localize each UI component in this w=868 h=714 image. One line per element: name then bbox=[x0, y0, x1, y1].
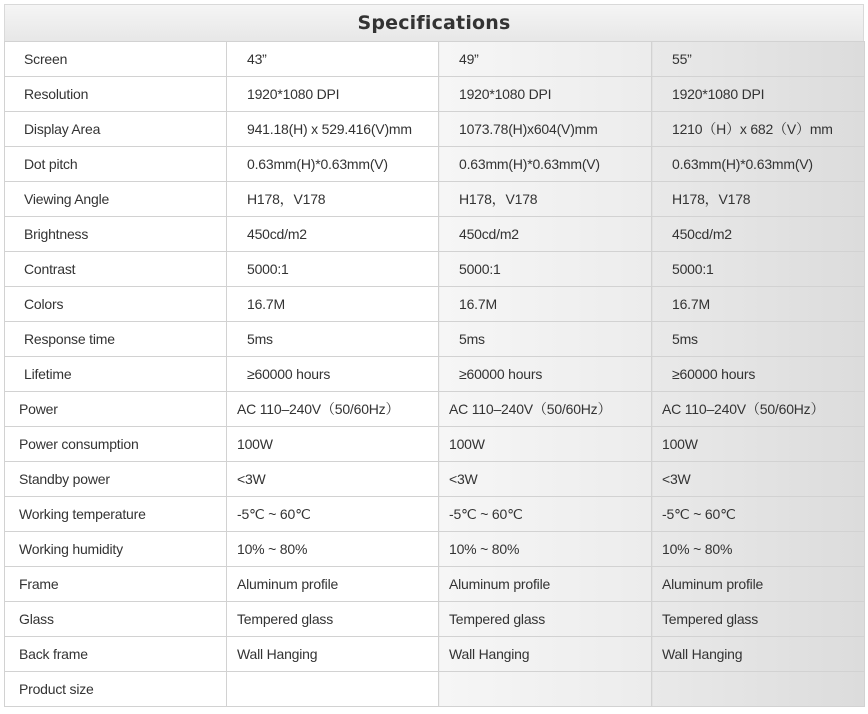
row-value-49: 16.7M bbox=[439, 287, 652, 322]
row-label: Colors bbox=[5, 287, 227, 322]
row-value-55: 5000:1 bbox=[652, 252, 865, 287]
row-value-55: 1920*1080 DPI bbox=[652, 77, 865, 112]
row-value-43: -5℃ ~ 60℃ bbox=[227, 497, 439, 532]
row-value-43: 43” bbox=[227, 42, 439, 77]
row-value-55: AC 110–240V（50/60Hz） bbox=[652, 392, 865, 427]
row-value-55: 1210（H）x 682（V）mm bbox=[652, 112, 865, 147]
specifications-table bbox=[4, 41, 865, 707]
row-value-43: Tempered glass bbox=[227, 602, 439, 637]
row-label: Back frame bbox=[5, 637, 227, 672]
row-value-43: 16.7M bbox=[227, 287, 439, 322]
row-value-55: H178，V178 bbox=[652, 182, 865, 217]
row-value-43: 941.18(H) x 529.416(V)mm bbox=[227, 112, 439, 147]
row-value-43: Aluminum profile bbox=[227, 567, 439, 602]
row-value-43: 1920*1080 DPI bbox=[227, 77, 439, 112]
table-row bbox=[5, 392, 865, 427]
specifications-panel bbox=[4, 4, 864, 707]
table-row bbox=[5, 147, 865, 182]
row-value-43: 10% ~ 80% bbox=[227, 532, 439, 567]
row-label: Response time bbox=[5, 322, 227, 357]
row-value-43: 5ms bbox=[227, 322, 439, 357]
row-label: Brightness bbox=[5, 217, 227, 252]
table-row bbox=[5, 357, 865, 392]
row-value-55 bbox=[652, 672, 865, 707]
row-value-49: ≥60000 hours bbox=[439, 357, 652, 392]
row-label: Dot pitch bbox=[5, 147, 227, 182]
row-value-49: 5000:1 bbox=[439, 252, 652, 287]
row-value-55: 100W bbox=[652, 427, 865, 462]
table-row bbox=[5, 77, 865, 112]
table-row bbox=[5, 42, 865, 77]
row-value-49: 100W bbox=[439, 427, 652, 462]
row-value-55: Tempered glass bbox=[652, 602, 865, 637]
row-label: Product size bbox=[5, 672, 227, 707]
row-value-49: Tempered glass bbox=[439, 602, 652, 637]
table-row bbox=[5, 322, 865, 357]
table-row bbox=[5, 497, 865, 532]
row-value-55: 10% ~ 80% bbox=[652, 532, 865, 567]
row-value-43: 450cd/m2 bbox=[227, 217, 439, 252]
specifications-table-body bbox=[5, 42, 865, 707]
row-value-55: 16.7M bbox=[652, 287, 865, 322]
specifications-title: Specifications bbox=[4, 4, 864, 41]
row-value-49: 1920*1080 DPI bbox=[439, 77, 652, 112]
row-value-49: 10% ~ 80% bbox=[439, 532, 652, 567]
row-value-49: 1073.78(H)x604(V)mm bbox=[439, 112, 652, 147]
table-row bbox=[5, 252, 865, 287]
row-value-55: 5ms bbox=[652, 322, 865, 357]
row-value-43: H178，V178 bbox=[227, 182, 439, 217]
row-value-43: 100W bbox=[227, 427, 439, 462]
row-value-55: -5℃ ~ 60℃ bbox=[652, 497, 865, 532]
table-row bbox=[5, 112, 865, 147]
table-row bbox=[5, 427, 865, 462]
row-label: Contrast bbox=[5, 252, 227, 287]
table-row bbox=[5, 217, 865, 252]
row-value-43: 5000:1 bbox=[227, 252, 439, 287]
row-value-49: <3W bbox=[439, 462, 652, 497]
row-label: Power bbox=[5, 392, 227, 427]
row-label: Standby power bbox=[5, 462, 227, 497]
row-value-55: Aluminum profile bbox=[652, 567, 865, 602]
row-value-49: AC 110–240V（50/60Hz） bbox=[439, 392, 652, 427]
row-label: Screen bbox=[5, 42, 227, 77]
row-value-55: ≥60000 hours bbox=[652, 357, 865, 392]
row-value-43: AC 110–240V（50/60Hz） bbox=[227, 392, 439, 427]
row-label: Lifetime bbox=[5, 357, 227, 392]
row-value-49: H178，V178 bbox=[439, 182, 652, 217]
row-value-55: Wall Hanging bbox=[652, 637, 865, 672]
row-value-49: 49” bbox=[439, 42, 652, 77]
row-value-49 bbox=[439, 672, 652, 707]
row-label: Resolution bbox=[5, 77, 227, 112]
table-row bbox=[5, 672, 865, 707]
row-value-43 bbox=[227, 672, 439, 707]
row-value-49: Wall Hanging bbox=[439, 637, 652, 672]
table-row bbox=[5, 637, 865, 672]
table-row bbox=[5, 602, 865, 637]
row-value-49: 0.63mm(H)*0.63mm(V) bbox=[439, 147, 652, 182]
table-row bbox=[5, 532, 865, 567]
row-value-43: 0.63mm(H)*0.63mm(V) bbox=[227, 147, 439, 182]
row-value-43: ≥60000 hours bbox=[227, 357, 439, 392]
row-label: Working humidity bbox=[5, 532, 227, 567]
row-value-55: 55” bbox=[652, 42, 865, 77]
table-row bbox=[5, 567, 865, 602]
table-row bbox=[5, 462, 865, 497]
table-row bbox=[5, 287, 865, 322]
row-value-55: 0.63mm(H)*0.63mm(V) bbox=[652, 147, 865, 182]
row-value-49: Aluminum profile bbox=[439, 567, 652, 602]
row-value-49: -5℃ ~ 60℃ bbox=[439, 497, 652, 532]
row-label: Working temperature bbox=[5, 497, 227, 532]
row-value-43: Wall Hanging bbox=[227, 637, 439, 672]
row-value-49: 5ms bbox=[439, 322, 652, 357]
row-value-55: 450cd/m2 bbox=[652, 217, 865, 252]
row-label: Frame bbox=[5, 567, 227, 602]
table-row bbox=[5, 182, 865, 217]
row-label: Glass bbox=[5, 602, 227, 637]
row-label: Viewing Angle bbox=[5, 182, 227, 217]
row-value-43: <3W bbox=[227, 462, 439, 497]
row-label: Power consumption bbox=[5, 427, 227, 462]
row-value-55: <3W bbox=[652, 462, 865, 497]
row-value-49: 450cd/m2 bbox=[439, 217, 652, 252]
row-label: Display Area bbox=[5, 112, 227, 147]
